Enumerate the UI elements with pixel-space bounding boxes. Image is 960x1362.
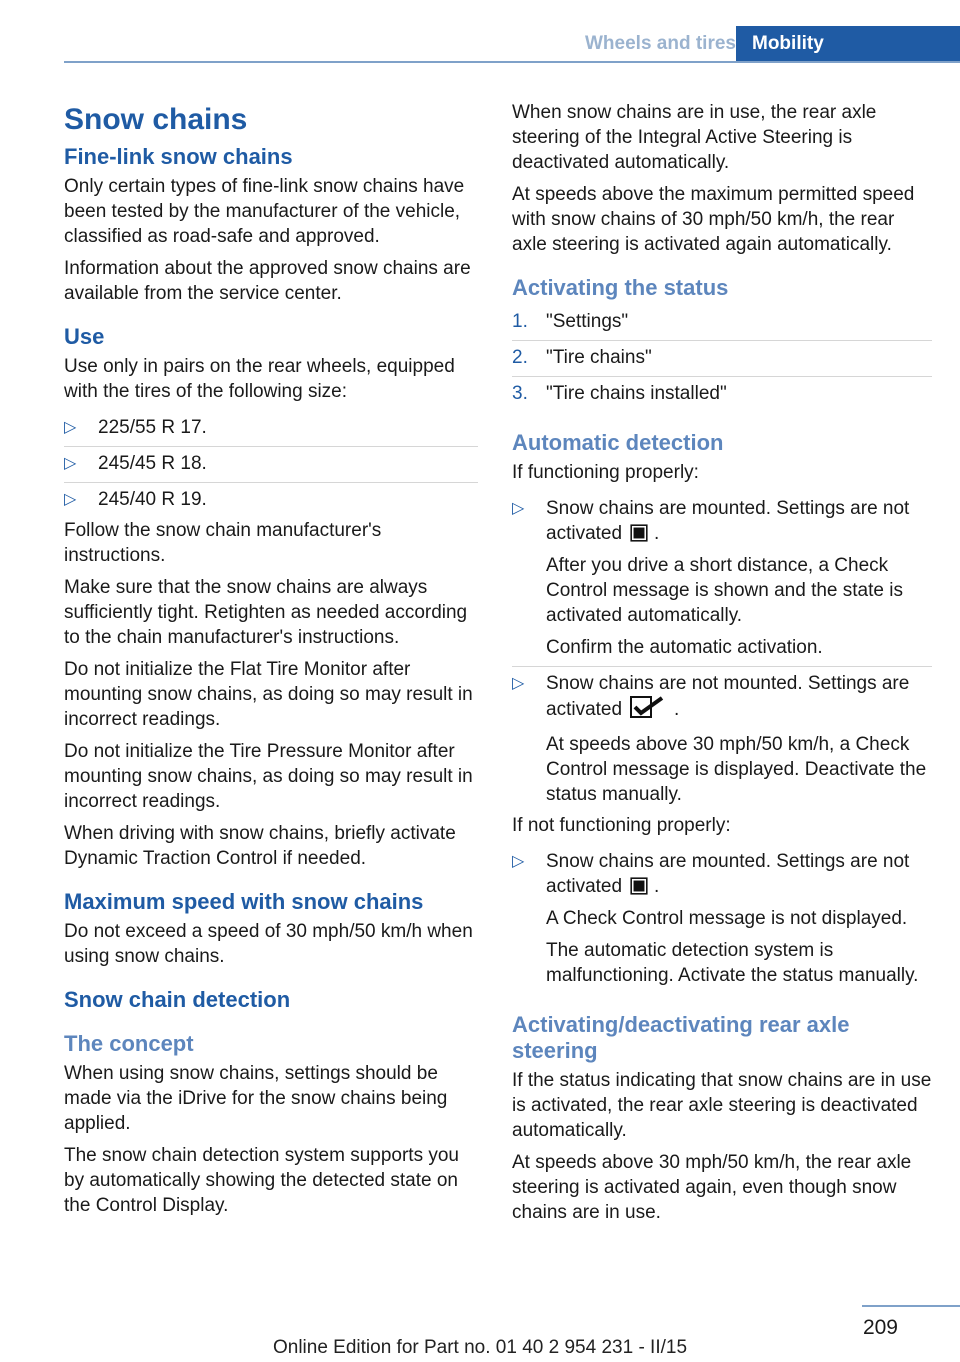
triangle-bullet-icon: ▷ [512, 675, 525, 692]
use-paragraph-3: Make sure that the snow chains are always sufficiently tight. Retighten as needed according to the chain manufacturer's instructions. [64, 577, 468, 648]
item-subtext: A Check Control message is not displayed. [546, 908, 908, 929]
triangle-bullet-icon: ▷ [64, 491, 77, 508]
item-subtext: After you drive a short distance, a Check Control message is shown and the state is activated automatically. [546, 555, 903, 626]
concept-paragraph-1: When using snow chains, settings should be made via the iDrive for the snow chains being applied. [64, 1063, 448, 1134]
list-item [512, 492, 932, 667]
use-paragraph-2: Follow the snow chain manufacturer's instructions. [64, 520, 382, 566]
checkbox-checked-icon [630, 696, 668, 725]
automatic-detection-heading: Automatic detection [512, 430, 724, 455]
header-chapter-tab: Mobility [736, 26, 960, 62]
activating-status-heading: Activating the status [512, 275, 729, 300]
step-number: 2. [512, 347, 528, 368]
use-paragraph-5: Do not initialize the Tire Pressure Monitor after mounting snow chains, as doing so may result in incorrect readings. [64, 741, 473, 812]
right-column [512, 100, 932, 1232]
not-functioning-list [512, 845, 932, 994]
rear-axle-intro-2: At speeds above the maximum permitted speed with snow chains of 30 mph/50 km/h, the rear axle steering is activated again automatically. [512, 184, 915, 255]
list-item [512, 667, 932, 813]
header-section-title: Wheels and tires [585, 33, 736, 54]
use-paragraph-6: When driving with snow chains, briefly activate Dynamic Traction Control if needed. [64, 823, 456, 869]
concept-paragraph-2: The snow chain detection system supports you by automatically showing the detected state on the Control Display. [64, 1145, 459, 1216]
not-functioning-label: If not functioning properly: [512, 815, 731, 836]
triangle-bullet-icon: ▷ [512, 853, 525, 870]
concept-heading: The concept [64, 1031, 194, 1056]
triangle-bullet-icon: ▷ [512, 500, 525, 517]
item-subtext: Confirm the automatic activation. [546, 637, 823, 658]
functioning-list [512, 492, 932, 813]
item-text: Snow chains are mounted. Settings are not activated [546, 851, 910, 897]
period: . [674, 699, 680, 720]
footer-divider [862, 1305, 960, 1307]
list-item [512, 341, 932, 377]
detection-heading: Snow chain detection [64, 987, 291, 1012]
rear-axle-heading: Activating/deactivating rear axle steering [512, 1012, 850, 1063]
use-paragraph-1: Use only in pairs on the rear wheels, equipped with the tires of the following size: [64, 356, 455, 402]
left-column [64, 100, 478, 1225]
list-item [64, 447, 478, 483]
rear-axle-paragraph-2: At speeds above 30 mph/50 km/h, the rear axle steering is activated again, even though snow chains are in use. [512, 1152, 912, 1223]
triangle-bullet-icon: ▷ [64, 455, 77, 472]
header-divider [64, 61, 960, 63]
fine-link-paragraph-2: Information about the approved snow chains are available from the service center. [64, 258, 471, 304]
max-speed-heading: Maximum speed with snow chains [64, 889, 424, 914]
item-subtext: At speeds above 30 mph/50 km/h, a Check Control message is displayed. Deactivate the status manually. [546, 734, 927, 805]
item-text: Snow chains are mounted. Settings are not activated [546, 498, 910, 544]
activation-steps [512, 305, 932, 412]
functioning-label: If functioning properly: [512, 462, 699, 483]
rear-axle-intro-1: When snow chains are in use, the rear axle steering of the Integral Active Steering is deactivated automatically. [512, 102, 877, 173]
step-number: 3. [512, 383, 528, 404]
fine-link-heading: Fine-link snow chains [64, 144, 293, 169]
tire-size: 245/40 R 19. [98, 489, 207, 510]
list-item [512, 845, 932, 994]
max-speed-paragraph: Do not exceed a speed of 30 mph/50 km/h when using snow chains. [64, 921, 473, 967]
tire-size: 245/45 R 18. [98, 453, 207, 474]
checkbox-unchecked-icon [634, 528, 645, 539]
list-item [512, 305, 932, 341]
rear-axle-paragraph-1: If the status indicating that snow chains are in use is activated, the rear axle steering is deactivated automatically. [512, 1070, 932, 1141]
tire-size-list [64, 411, 478, 518]
fine-link-paragraph-1: Only certain types of fine-link snow chains have been tested by the manufacturer of the vehicle, classified as road-safe and approved. [64, 176, 465, 247]
use-paragraph-4: Do not initialize the Flat Tire Monitor after mounting snow chains, as doing so may result in incorrect readings. [64, 659, 473, 730]
edition-footer: Online Edition for Part no. 01 40 2 954 231 - II/15 [272, 1337, 688, 1358]
period: . [654, 876, 660, 897]
list-item [512, 377, 932, 412]
period: . [654, 523, 660, 544]
checkbox-unchecked-icon [634, 881, 645, 892]
use-heading: Use [64, 324, 105, 349]
list-item [64, 483, 478, 518]
step-text: "Tire chains" [546, 347, 652, 368]
step-number: 1. [512, 311, 528, 332]
step-text: "Settings" [546, 311, 629, 332]
item-subtext: The automatic detection system is malfunctioning. Activate the status manually. [546, 940, 919, 986]
triangle-bullet-icon: ▷ [64, 419, 77, 436]
page-number: 209 [862, 1316, 898, 1339]
list-item [64, 411, 478, 447]
tire-size: 225/55 R 17. [98, 417, 207, 438]
page-title: Snow chains [64, 103, 248, 136]
item-text: Snow chains are not mounted. Settings are activated [546, 673, 910, 720]
step-text: "Tire chains installed" [546, 383, 727, 404]
